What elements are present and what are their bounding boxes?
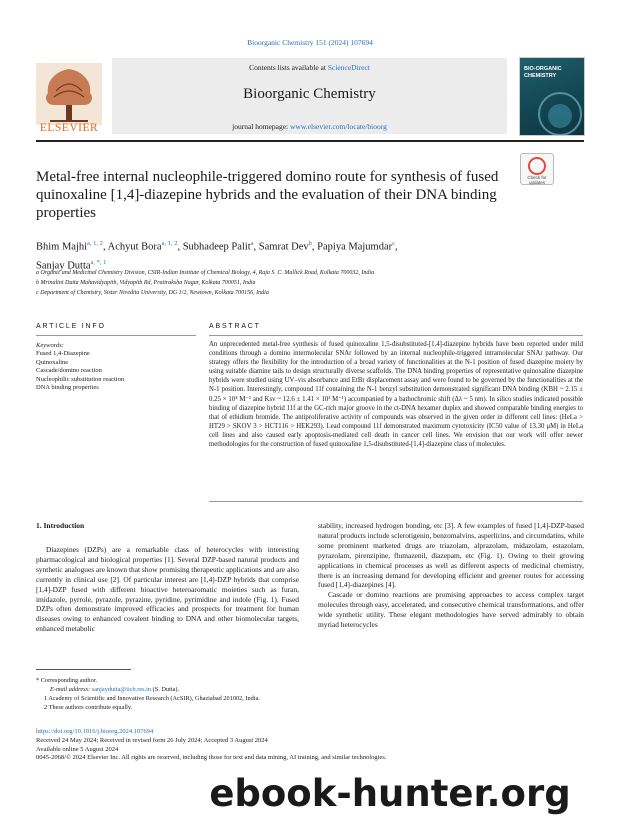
received-dates: Received 24 May 2024; Received in revised form 26 July 2024; Accepted 3 August 2024 [36, 737, 268, 744]
author[interactable]: Achyut Bora [107, 241, 162, 253]
abstract-text: An unprecedented metal-free synthesis of fused quinoxaline 1,5-disubstituted-[1,4]-diazepine hybrids have been reported under mild conditions through a domino intermolecular SNAr followed by an internal nucleophile-triggered intramolecular SNAr pathway. Our strategy offers the flexibility for the introduction of a broad variety of functionalities at the N-1 position of fused diazepine moiety by using suitable diamine tails to design structurally diverse scaffolds. The DNA binding properties of representative quinoxaline diazepine hybrids were studied using UV–vis absorbance and EtBr displacement assay and were found to be governed by the functionalities at the N-1 position. Interestingly, compound 11f containing the N-1 benzyl substitution demonstrated significant DNA binding (KBH ~ 2.15 ± 0.25 × 10⁴ M⁻¹ and Ksv ~ 12.6 ± 1.41 × 10³ M⁻¹) accompanied by a bathochromic shift (Δλ ~ 5 nm). In silico studies indicated possible binding of diazepine hybrid 11f at the GC-rich major groove in the ct-DNA hexamer duplex and showed comparable binding energies to that of ethidium bromide. The antiproliferative activity of compounds was observed in the given order in different cell lines: (HeLa > HT29 > SKOV 3 > HCT116 > HEK293). Lead compound 11f demonstrated maximum cytotoxicity (IC50 value of 13.30 μM) in HeLa cell lines and also caused early apoptosis-mediated cell death in cancer cell lines. We envision that our work will offer newer methodologies for the construction of fused quinoxaline 1,5-disubstituted-[1,4]-diazepine class of molecules. [209, 341, 583, 449]
abstract-bottom-rule [209, 501, 583, 502]
author-affil-marker[interactable]: c [392, 240, 396, 247]
intro-paragraph-right-2: Cascade or domino reactions are promising approaches to access complex target molecules through easy, accelerated, and consecutive chemical transformations, and offer wide synthetic utility. These elegant methodologies have served admirably to obtain myriad heterocycles [318, 590, 584, 630]
keywords-list [36, 350, 196, 393]
header-divider [36, 140, 584, 142]
homepage-link[interactable]: www.elsevier.com/locate/bioorg [290, 122, 387, 131]
footnote-email [50, 686, 590, 693]
keyword-item: Quinoxaline [36, 358, 69, 366]
footnote-2: 2 These authors contribute equally. [44, 704, 133, 711]
author-affil-marker[interactable]: a, *, 1 [90, 258, 107, 266]
intro-paragraph-left: Diazepines (DZPs) are a remarkable class of heterocycles with interesting pharmacological and biological properties [1]. Several DZP-based natural products and synthetic analogues are known that show promising therapeutic applications and are also currently in clinical use [2]. Of particular interest are [1,4]-DZP hybrids that comprise [1,4]-DZP fused with different bioactive heteroaromatic moieties such as furan, imidazole, pyrrole, pyrazole, pyrazine, pyridine, pyrimidine and indole (Fig. 1). Fused DZPs often demonstrate improved efficacies and prospects for treatment for human diseases owing to enhanced covalent binding to DNA and other biomolecular targets, enhanced metabolic [36, 545, 299, 634]
author-affil-marker[interactable]: a [250, 240, 254, 247]
introduction-heading: 1. Introduction [36, 521, 85, 530]
email-label: E-mail address: [50, 686, 91, 693]
article-info-heading: ARTICLE INFO [36, 323, 106, 330]
affiliation-b: b Mrinalini Dutta Mahavidyapith, Vidyapith Rd, Pratiraksha Nagar, Kolkata 700051, India [36, 280, 256, 286]
author-affil-marker[interactable]: a, 1, 2 [87, 240, 103, 247]
contents-prefix: Contents lists available at [249, 63, 326, 72]
check-updates-icon [528, 157, 546, 175]
author[interactable]: Samrat Dev [258, 241, 309, 253]
abstract-heading: ABSTRACT [209, 323, 261, 330]
author-affil-marker[interactable]: b [308, 240, 312, 247]
sciencedirect-link[interactable]: ScienceDirect [327, 63, 370, 72]
available-online: Available online 5 August 2024 [36, 745, 119, 753]
keywords-label: Keywords: [36, 342, 64, 349]
author-separator: , [253, 241, 259, 253]
article-title: Metal-free internal nucleophile-triggered domino route for synthesis of fused quinoxaline [1,4]-diazepine hybrids and the evaluation of their DNA binding properties [36, 169, 499, 221]
author-separator: , [177, 241, 183, 253]
article-info-rule [36, 335, 196, 336]
email-suffix: (S. Dutta). [152, 686, 180, 693]
keyword-item: Nucleophilic substitution reaction [36, 375, 125, 383]
keyword-item: Cascade/domino reaction [36, 367, 102, 375]
copyright-line: 0045-2068/© 2024 Elsevier Inc. All rights are reserved, including those for text and data mining, AI training, and similar technologies. [36, 754, 387, 761]
affiliation-a: a Organic and Medicinal Chemistry Division, CSIR-Indian Institute of Chemical Biology, 4, Raja S. C. Mullick Road, Kolkata 700032, India [36, 270, 375, 276]
contents-line [112, 63, 507, 72]
cover-decoration-inner [548, 104, 572, 128]
author-separator: , [311, 241, 318, 253]
homepage-line [112, 122, 507, 131]
footnote-1: 1 Academy of Scientific and Innovative Research (AcSIR), Ghaziabad 201002, India. [44, 695, 260, 702]
elsevier-tree-logo [36, 56, 102, 132]
footnote-corresponding: * Corresponding author. [36, 677, 98, 684]
author[interactable]: Bhim Majhi [36, 241, 88, 253]
email-link[interactable]: sanjaydutta@iicb.res.in [91, 686, 152, 693]
doi-link[interactable]: https://doi.org/10.1016/j.bioorg.2024.107694 [36, 728, 154, 735]
intro-column-right [318, 521, 584, 630]
author[interactable]: Papiya Majumdar [317, 241, 393, 253]
author-separator: , [102, 241, 108, 253]
journal-name: Bioorganic Chemistry [243, 86, 376, 102]
elsevier-wordmark: ELSEVIER [39, 122, 99, 134]
affiliation-c: c Department of Chemistry, Sister Nivedita University, DG 1/2, Newtown, Kolkata 700156, India [36, 290, 269, 296]
cover-title: BIO-ORGANIC CHEMISTRY [524, 66, 562, 79]
author-separator: , [395, 241, 398, 253]
keyword-item: Fused 1,4-Diazepine [36, 350, 90, 357]
journal-cover-image [519, 57, 585, 136]
author-list [36, 236, 556, 273]
journal-citation-link[interactable]: Bioorganic Chemistry 151 (2024) 107694 [247, 38, 373, 47]
author[interactable]: Subhadeep Palit [182, 241, 251, 253]
intro-paragraph-right-1: stability, increased hydrogen bonding, etc [3]. A few examples of fused [1,4]-DZP-based natural products include sclerotigenin, benzomalvins, asperlicins, and circumdatins, while some prominent marketed drugs are triazolam, alprazolam, midazolam, estazolam, pyrazolam, pirenzipine, flumazenil, diazepam, etc (Fig. 1). Owing to their growing applications in chemical processes as well as different aspects of medicinal chemistry, there is an increasing demand for developing efficient and greener routes for accessing fused [1,4]-diazepines [4]. [318, 521, 584, 590]
keyword-item: DNA binding properties [36, 384, 99, 392]
author[interactable]: Sanjay Dutta [36, 260, 91, 271]
author-affil-marker[interactable]: a, 1, 2 [161, 240, 178, 247]
article-dates [36, 737, 576, 763]
check-updates-label: Check for updates [527, 175, 547, 185]
check-for-updates-badge[interactable] [520, 153, 554, 185]
abstract-rule [209, 335, 583, 336]
watermark-text: ebook-hunter.org [209, 772, 571, 815]
homepage-prefix: journal homepage: [232, 122, 289, 131]
footnote-divider [36, 669, 131, 670]
